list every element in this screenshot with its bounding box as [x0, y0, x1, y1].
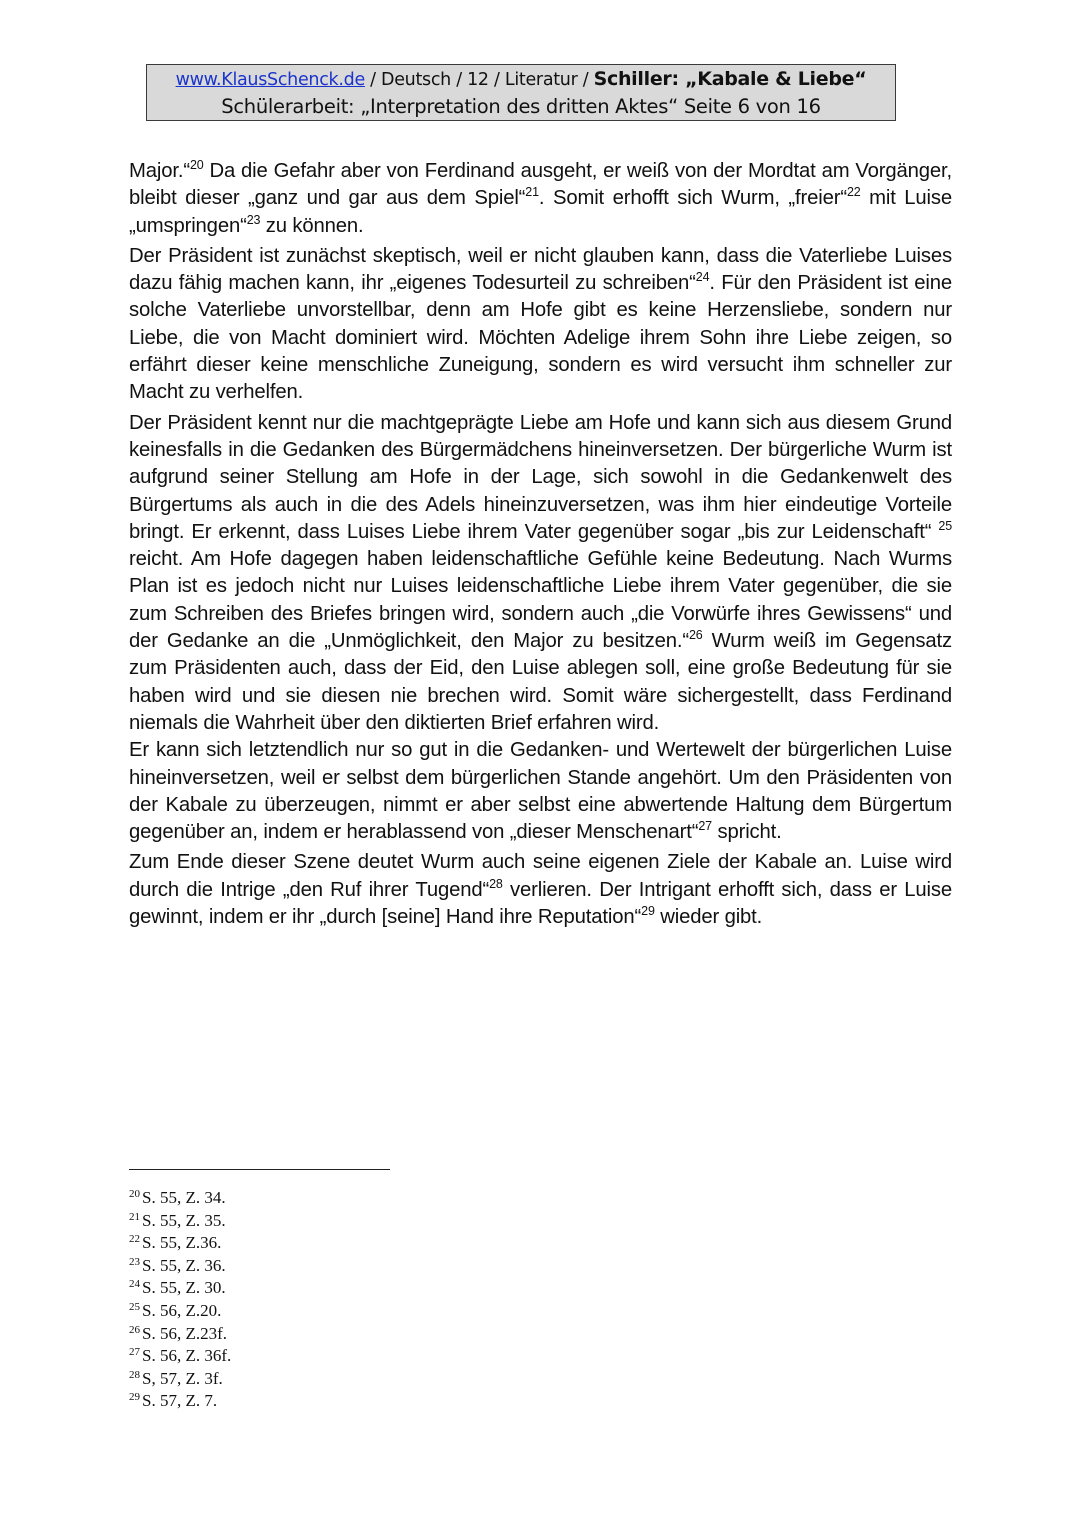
text-run: spricht. [711, 821, 782, 844]
footnote-text: S. 56, Z.20. [142, 1300, 222, 1320]
footnote-item [129, 1255, 231, 1278]
footnote-ref: 21 [525, 185, 539, 200]
text-run: wieder gibt. [654, 906, 763, 929]
paragraph-2 [129, 243, 952, 407]
text-run: verlieren. Der Intrigant erhofft sich, dass er Luise gewinnt, indem er ihr „durch [seine] Hand ihre Reputation“ [129, 878, 952, 929]
footnote-text: S. 56, Z. 36f. [142, 1346, 232, 1366]
footnote-ref: 20 [189, 158, 204, 172]
paragraph-5 [129, 849, 952, 931]
footnotes [129, 1187, 231, 1413]
footnote-text: S. 55, Z. 35. [142, 1210, 226, 1230]
text-run: Er kann sich letztendlich nur so gut in die Gedanken- und Wertewelt der bürgerlichen Luise hineinversetzen, weil er selbst dem bürgerlichen Stande angehört. Um den Präsidenten von der Kabale zu überzeugen, nimmt er aber selbst eine abwertende Haltung dem Bürgertum gegenüber an, indem er herablassend von „dieser Menschenart“ [129, 739, 952, 844]
text-run: Der Präsident kennt nur die machtgeprägte Liebe am Hofe und kann sich aus diesem Grund keinesfalls in die Gedanken des Bürgermädchens hineinversetzen. Der bürgerliche Wurm ist aufgrund seiner Stellung am Hofe in der Lage, sich sowohl in die Gedankenwelt des Bürgertums als auch in die des Adels hineinzuversetzen, was ihm hier eindeutige Vorteile bringt. Er erkennt, dass Luises Liebe ihrem Vater gegenüber sogar „bis zur Leidenschaft“ [129, 411, 952, 543]
header-path: / Deutsch / 12 / Literatur / [364, 70, 594, 90]
footnote-text: S. 55, Z. 36. [142, 1255, 226, 1275]
footnote-item [129, 1277, 231, 1300]
footnote-item [129, 1323, 231, 1346]
footnote-number: 29 [129, 1391, 140, 1404]
footnote-item [129, 1300, 231, 1323]
footnote-text: S. 57, Z. 7. [142, 1391, 218, 1411]
footnote-number: 21 [129, 1210, 140, 1223]
paragraph-4 [129, 737, 952, 846]
text-run: Da die Gefahr aber von Ferdinand ausgeht, er weiß von der Mordtat am Vorgänger, bleibt dieser „ganz und gar aus dem Spiel“ [129, 160, 952, 210]
footnote-item [129, 1232, 231, 1255]
footnote-item [129, 1368, 231, 1391]
site-link[interactable]: www.KlausSchenck.de [175, 70, 365, 90]
footnote-ref: 28 [489, 876, 503, 891]
footnote-number: 27 [129, 1346, 140, 1359]
text-run: . Somit erhofft sich Wurm, „freier“ [538, 187, 847, 210]
footnote-item [129, 1210, 231, 1233]
footnote-number: 25 [129, 1300, 140, 1313]
footnote-text: S, 57, Z. 3f. [142, 1368, 223, 1388]
footnote-number: 26 [129, 1323, 140, 1336]
text-run: Major.“ [129, 160, 190, 182]
footnote-number: 28 [129, 1368, 140, 1381]
footnote-number: 22 [129, 1233, 140, 1246]
text-run: . Für den Präsident ist eine solche Vaterliebe unvorstellbar, denn am Hofe gibt es keine Herzensliebe, sondern nur Liebe, die von Macht dominiert wird. Möchten Adelige ihrem Sohn ihre Liebe zeigen, so erfährt dieser keine menschliche Zuneigung, sondern es wird versucht ihm schneller zur Macht zu verhelfen. [129, 272, 952, 404]
text-run: reicht. Am Hofe dagegen haben leidenschaftliche Gefühle keine Bedeutung. Nach Wurms Plan ist es jedoch nicht nur Luises leidenschaftliche Liebe ihrem Vater gegenüber, die sie zum Schreiben des Briefes bringen wird, sondern auch „die Vorwürfe ihres Gewissens“ und der Gedanke an die „Unmöglichkeit, den Major zu besitzen.“ [129, 548, 952, 653]
text-run: mit Luise „umspringen“ [129, 187, 952, 237]
footnote-number: 23 [129, 1255, 140, 1268]
footnote-ref: 29 [641, 904, 655, 919]
header-subtitle: Schülerarbeit: „Interpretation des dritten Aktes“ Seite 6 von 16 [221, 95, 821, 118]
footnote-text: S. 55, Z. 30. [142, 1278, 226, 1298]
footnote-text: S. 56, Z.23f. [142, 1323, 227, 1343]
text-run: zu können. [260, 214, 364, 237]
header-breadcrumb [147, 67, 895, 93]
footnote-item [129, 1345, 231, 1368]
footnote-number: 24 [129, 1278, 140, 1291]
header-work-title: Schiller: „Kabale & Liebe“ [593, 68, 867, 90]
paragraph-1 [129, 158, 952, 240]
footnote-ref: 24 [695, 270, 710, 285]
footnote-number: 20 [129, 1188, 140, 1200]
page-header [146, 64, 896, 121]
footnote-ref: 25 [938, 518, 952, 533]
footnote-separator [129, 1169, 390, 1170]
text-run: Wurm weiß im Gegensatz zum Präsidenten auch, dass der Eid, den Luise ablegen soll, eine große Bedeutung für sie haben wird und sie diesen nie brechen wird. Somit wäre sichergestellt, dass Ferdinand niemals die Wahrheit über den diktierten Brief erfahren wird. [129, 630, 952, 734]
body-text [129, 158, 952, 934]
footnote-item [129, 1390, 231, 1413]
footnote-text: S. 55, Z. 34. [142, 1188, 226, 1207]
footnote-ref: 26 [688, 628, 703, 643]
paragraph-3 [129, 410, 952, 738]
text-run: Zum Ende dieser Szene deutet Wurm auch seine eigenen Ziele der Kabale an. Luise wird durch die Intrige „den Ruf ihrer Tugend“ [129, 851, 952, 901]
text-run: Der Präsident ist zunächst skeptisch, weil er nicht glauben kann, dass die Vaterliebe Luises dazu fähig machen kann, ihr „eigenes Todesurteil zu schreiben“ [129, 244, 952, 295]
footnote-ref: 27 [698, 819, 712, 834]
footnote-ref: 23 [246, 212, 261, 227]
footnote-item [129, 1187, 231, 1210]
footnote-text: S. 55, Z.36. [142, 1233, 222, 1253]
footnote-ref: 22 [846, 185, 861, 200]
